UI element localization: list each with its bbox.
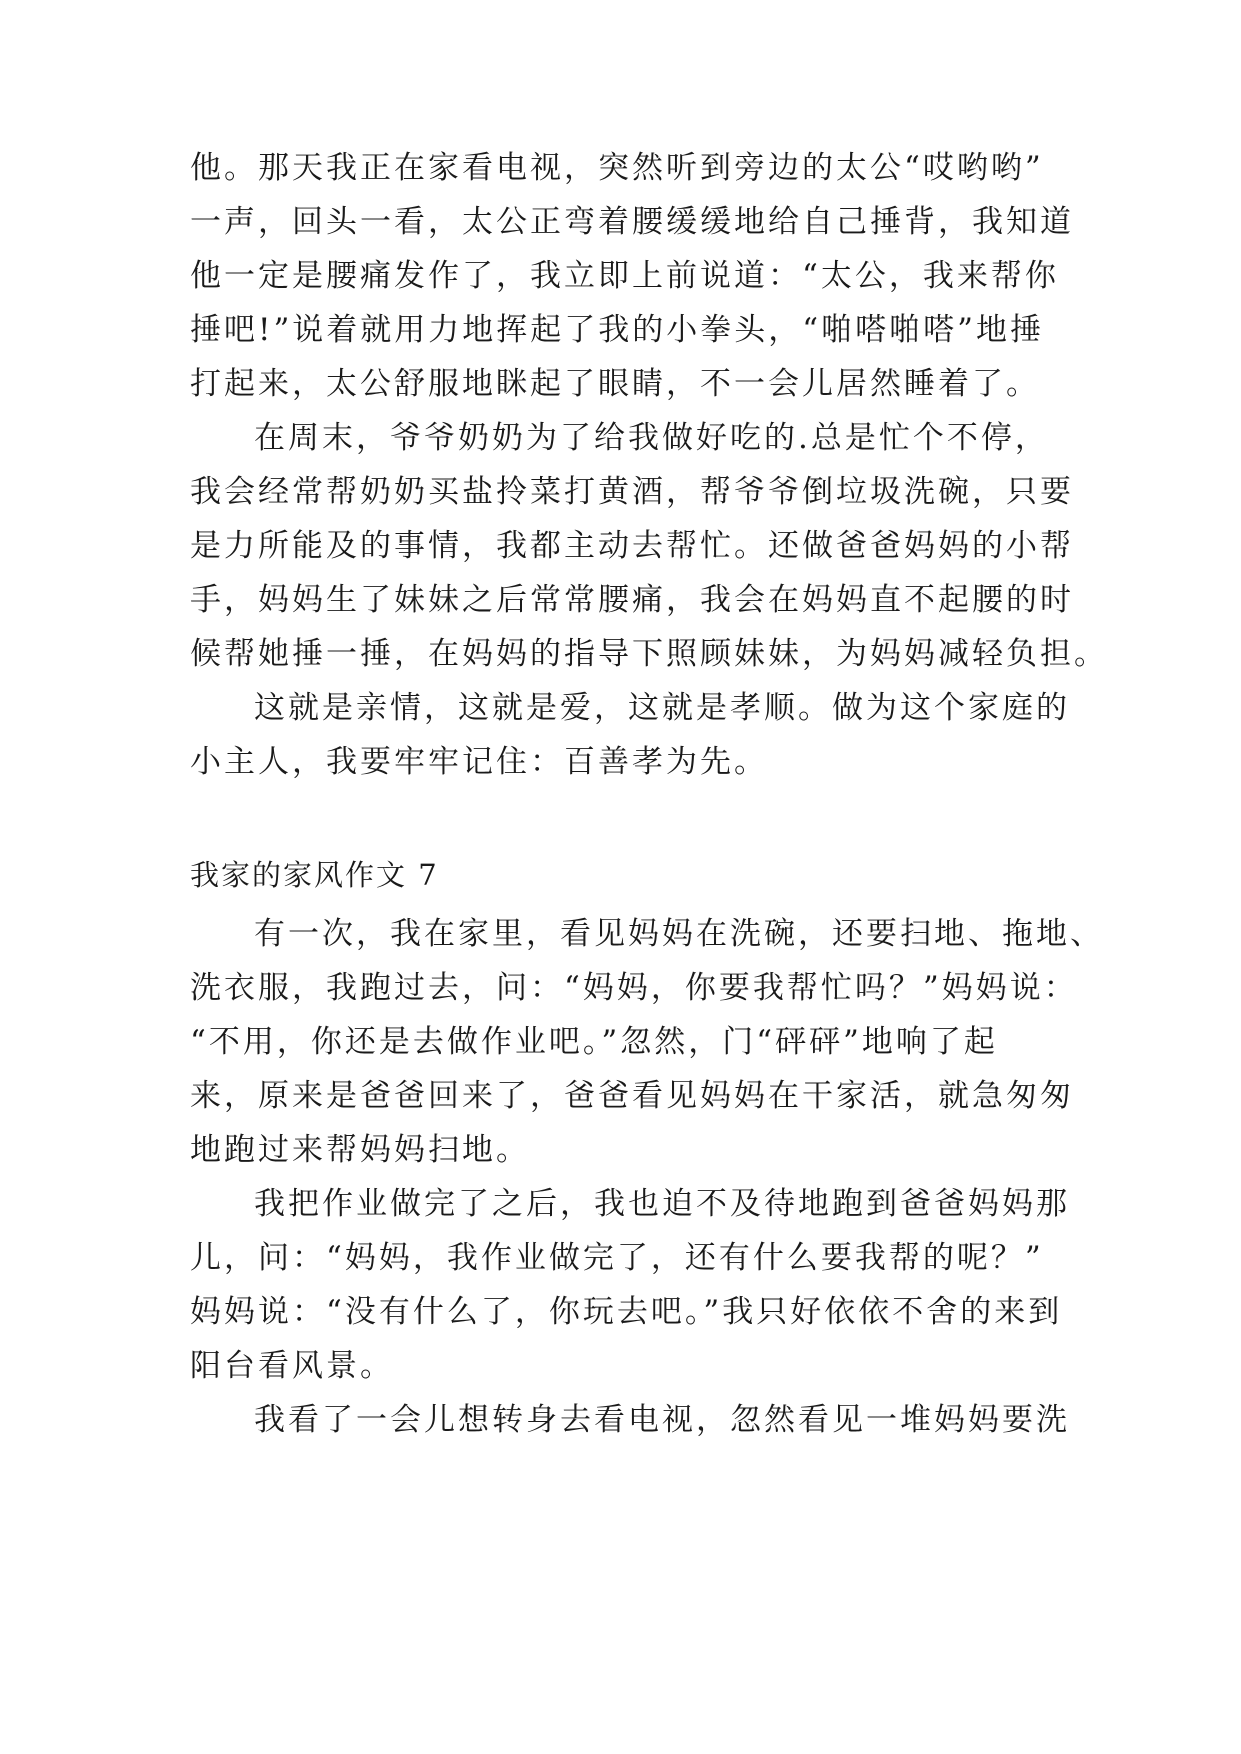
- text-line: 这就是亲情，这就是爱，这就是孝顺。做为这个家庭的: [254, 690, 1070, 726]
- text-line: 来，原来是爸爸回来了，爸爸看见妈妈在干家活，就急匆匆: [190, 1078, 1074, 1114]
- text-line: 候帮她捶一捶，在妈妈的指导下照顾妹妹，为妈妈减轻负担。: [190, 636, 1108, 672]
- text-line: 妈妈说：“没有什么了，你玩去吧。”我只好依依不舍的来到: [190, 1294, 1063, 1330]
- text-line: 他一定是腰痛发作了，我立即上前说道：“太公，我来帮你: [190, 258, 1059, 294]
- text-line: 在周末，爷爷奶奶为了给我做好吃的.总是忙个不停，: [254, 420, 1049, 456]
- text-line: 一声，回头一看，太公正弯着腰缓缓地给自己捶背，我知道: [190, 204, 1074, 240]
- text-line: 打起来，太公舒服地眯起了眼睛，不一会儿居然睡着了。: [190, 366, 1040, 402]
- text-line: 阳台看风景。: [190, 1348, 394, 1384]
- text-line: 小主人，我要牢牢记住：百善孝为先。: [190, 744, 768, 780]
- text-line: 我看了一会儿想转身去看电视，忽然看见一堆妈妈要洗: [254, 1402, 1070, 1438]
- text-line: 手，妈妈生了妹妹之后常常腰痛，我会在妈妈直不起腰的时: [190, 582, 1074, 618]
- text-line: 儿，问：“妈妈，我作业做完了，还有什么要我帮的呢？”: [190, 1240, 1044, 1276]
- text-line: 是力所能及的事情，我都主动去帮忙。还做爸爸妈妈的小帮: [190, 528, 1074, 564]
- text-line: 我会经常帮奶奶买盐拎菜打黄酒，帮爷爷倒垃圾洗碗，只要: [190, 474, 1074, 510]
- text-line: 有一次，我在家里，看见妈妈在洗碗，还要扫地、拖地、: [254, 916, 1104, 952]
- text-line: 地跑过来帮妈妈扫地。: [190, 1132, 530, 1168]
- text-line: “不用，你还是去做作业吧。”忽然，门“砰砰”地响了起: [190, 1024, 998, 1060]
- text-line: 我把作业做完了之后，我也迫不及待地跑到爸爸妈妈那: [254, 1186, 1070, 1222]
- text-line: 捶吧!”说着就用力地挥起了我的小拳头，“啪嗒啪嗒”地捶: [190, 312, 1044, 348]
- text-line: 他。那天我正在家看电视，突然听到旁边的太公“哎哟哟”: [190, 150, 1044, 186]
- section-title: 我家的家风作文 7: [190, 858, 439, 892]
- text-line: 洗衣服，我跑过去，问：“妈妈，你要我帮忙吗？”妈妈说：: [190, 970, 1078, 1006]
